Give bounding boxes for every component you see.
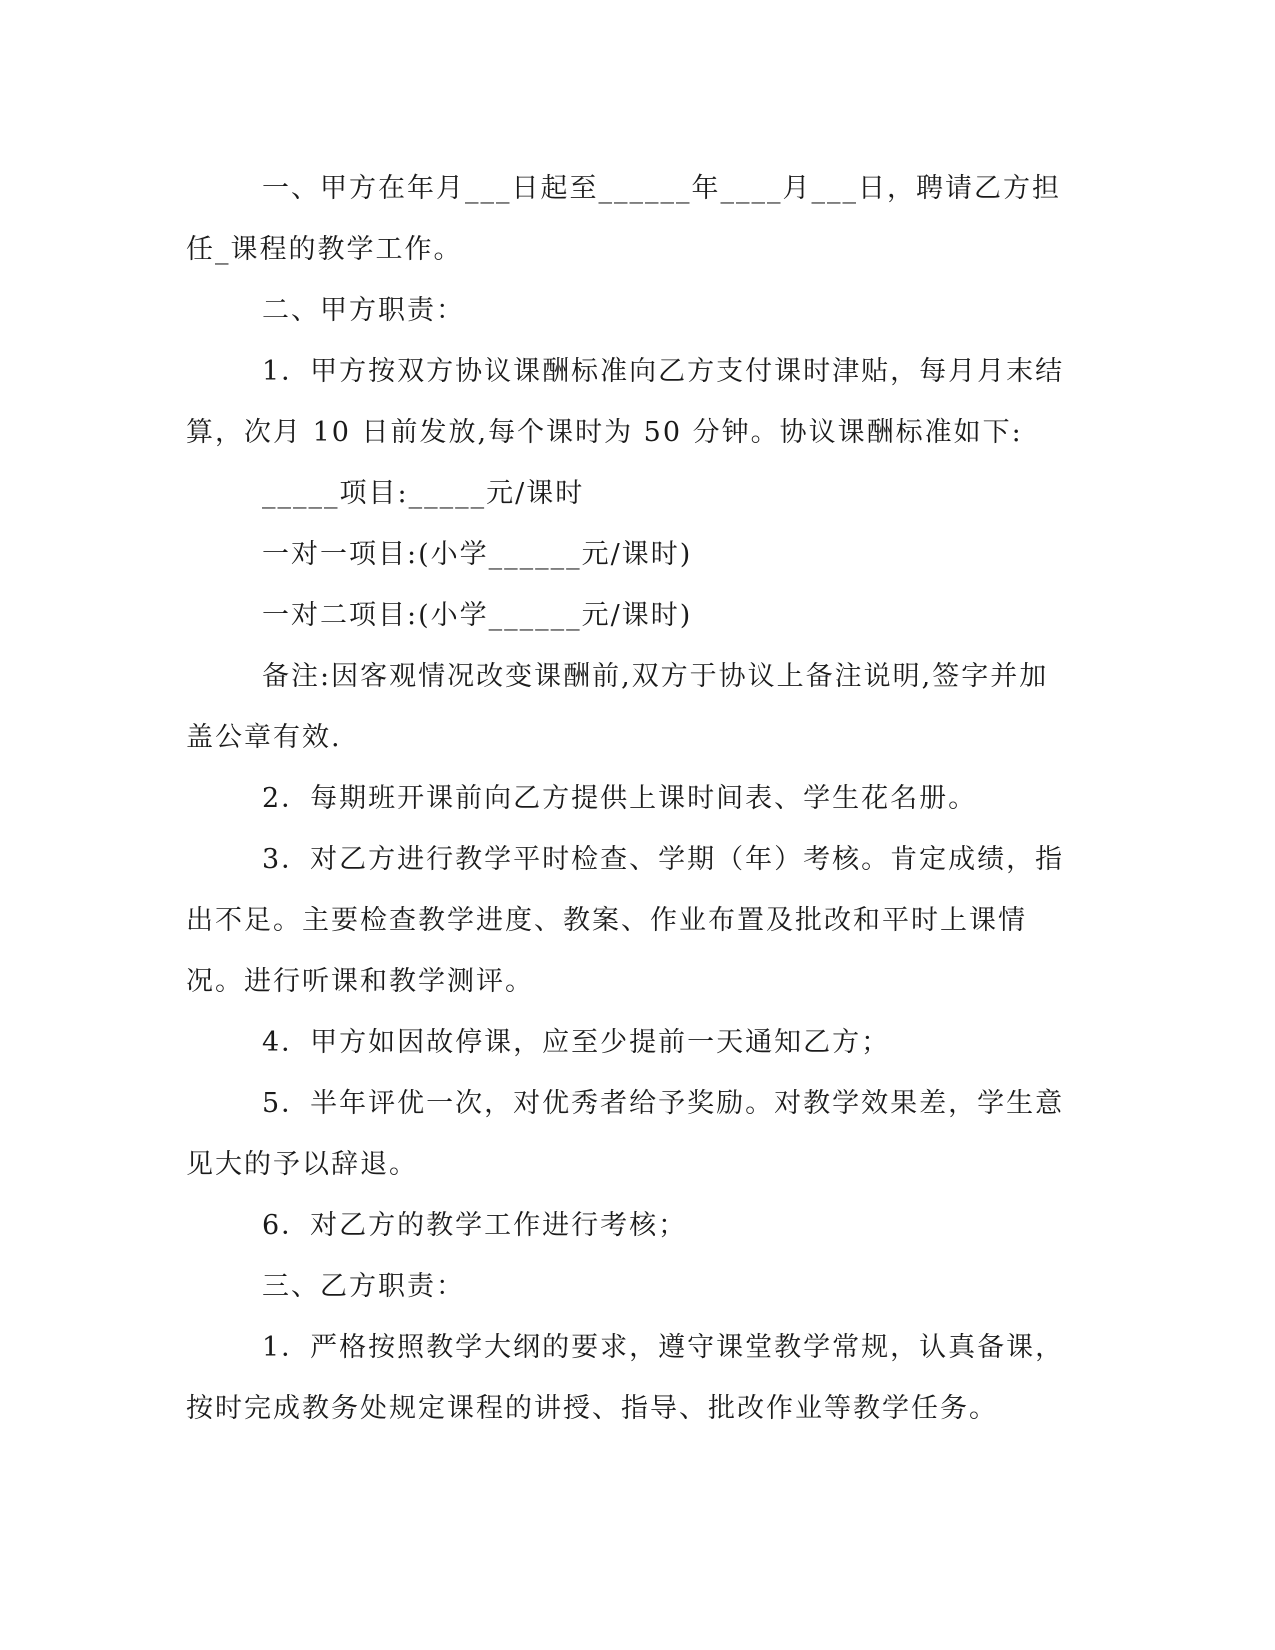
fee-line-project: _____项目:_____元/课时 <box>262 478 585 509</box>
fee-remark: 备注:因客观情况改变课酬前,双方于协议上备注说明,签字并加盖公章有效. <box>186 661 1049 753</box>
fee-line-one-to-one: 一对一项目:(小学______元/课时) <box>262 539 693 570</box>
party-a-duty-2: 2．每期班开课前向乙方提供上课时间表、学生花名册。 <box>262 783 978 814</box>
party-a-duty-3: 3．对乙方进行教学平时检查、学期（年）考核。肯定成绩，指出不足。主要检查教学进度、教案、作业布置及批改和平时上课情况。进行听课和教学测评。 <box>186 844 1065 997</box>
party-b-duty-1: 1．严格按照教学大纲的要求，遵守课堂教学常规，认真备课，按时完成教务处规定课程的讲授、指导、批改作业等教学任务。 <box>186 1332 1065 1424</box>
document-body <box>186 158 1066 1439</box>
heading-party-a-duties: 二、甲方职责： <box>262 295 465 326</box>
party-a-duty-5: 5．半年评优一次，对优秀者给予奖励。对教学效果差，学生意见大的予以辞退。 <box>186 1088 1065 1180</box>
party-a-duty-1: 1．甲方按双方协议课酬标准向乙方支付课时津贴，每月月末结算，次月 10 日前发放,每个课时为 50 分钟。协议课酬标准如下: <box>186 356 1065 448</box>
heading-party-b-duties: 三、乙方职责： <box>262 1271 465 1302</box>
party-a-duty-4: 4．甲方如因故停课，应至少提前一天通知乙方； <box>262 1027 891 1058</box>
fee-line-one-to-two: 一对二项目:(小学______元/课时) <box>262 600 693 631</box>
party-a-duty-6: 6．对乙方的教学工作进行考核； <box>262 1210 688 1241</box>
clause-1-term: 一、甲方在年月___日起至______年____月___日，聘请乙方担任_课程的教学工作。 <box>186 173 1061 265</box>
